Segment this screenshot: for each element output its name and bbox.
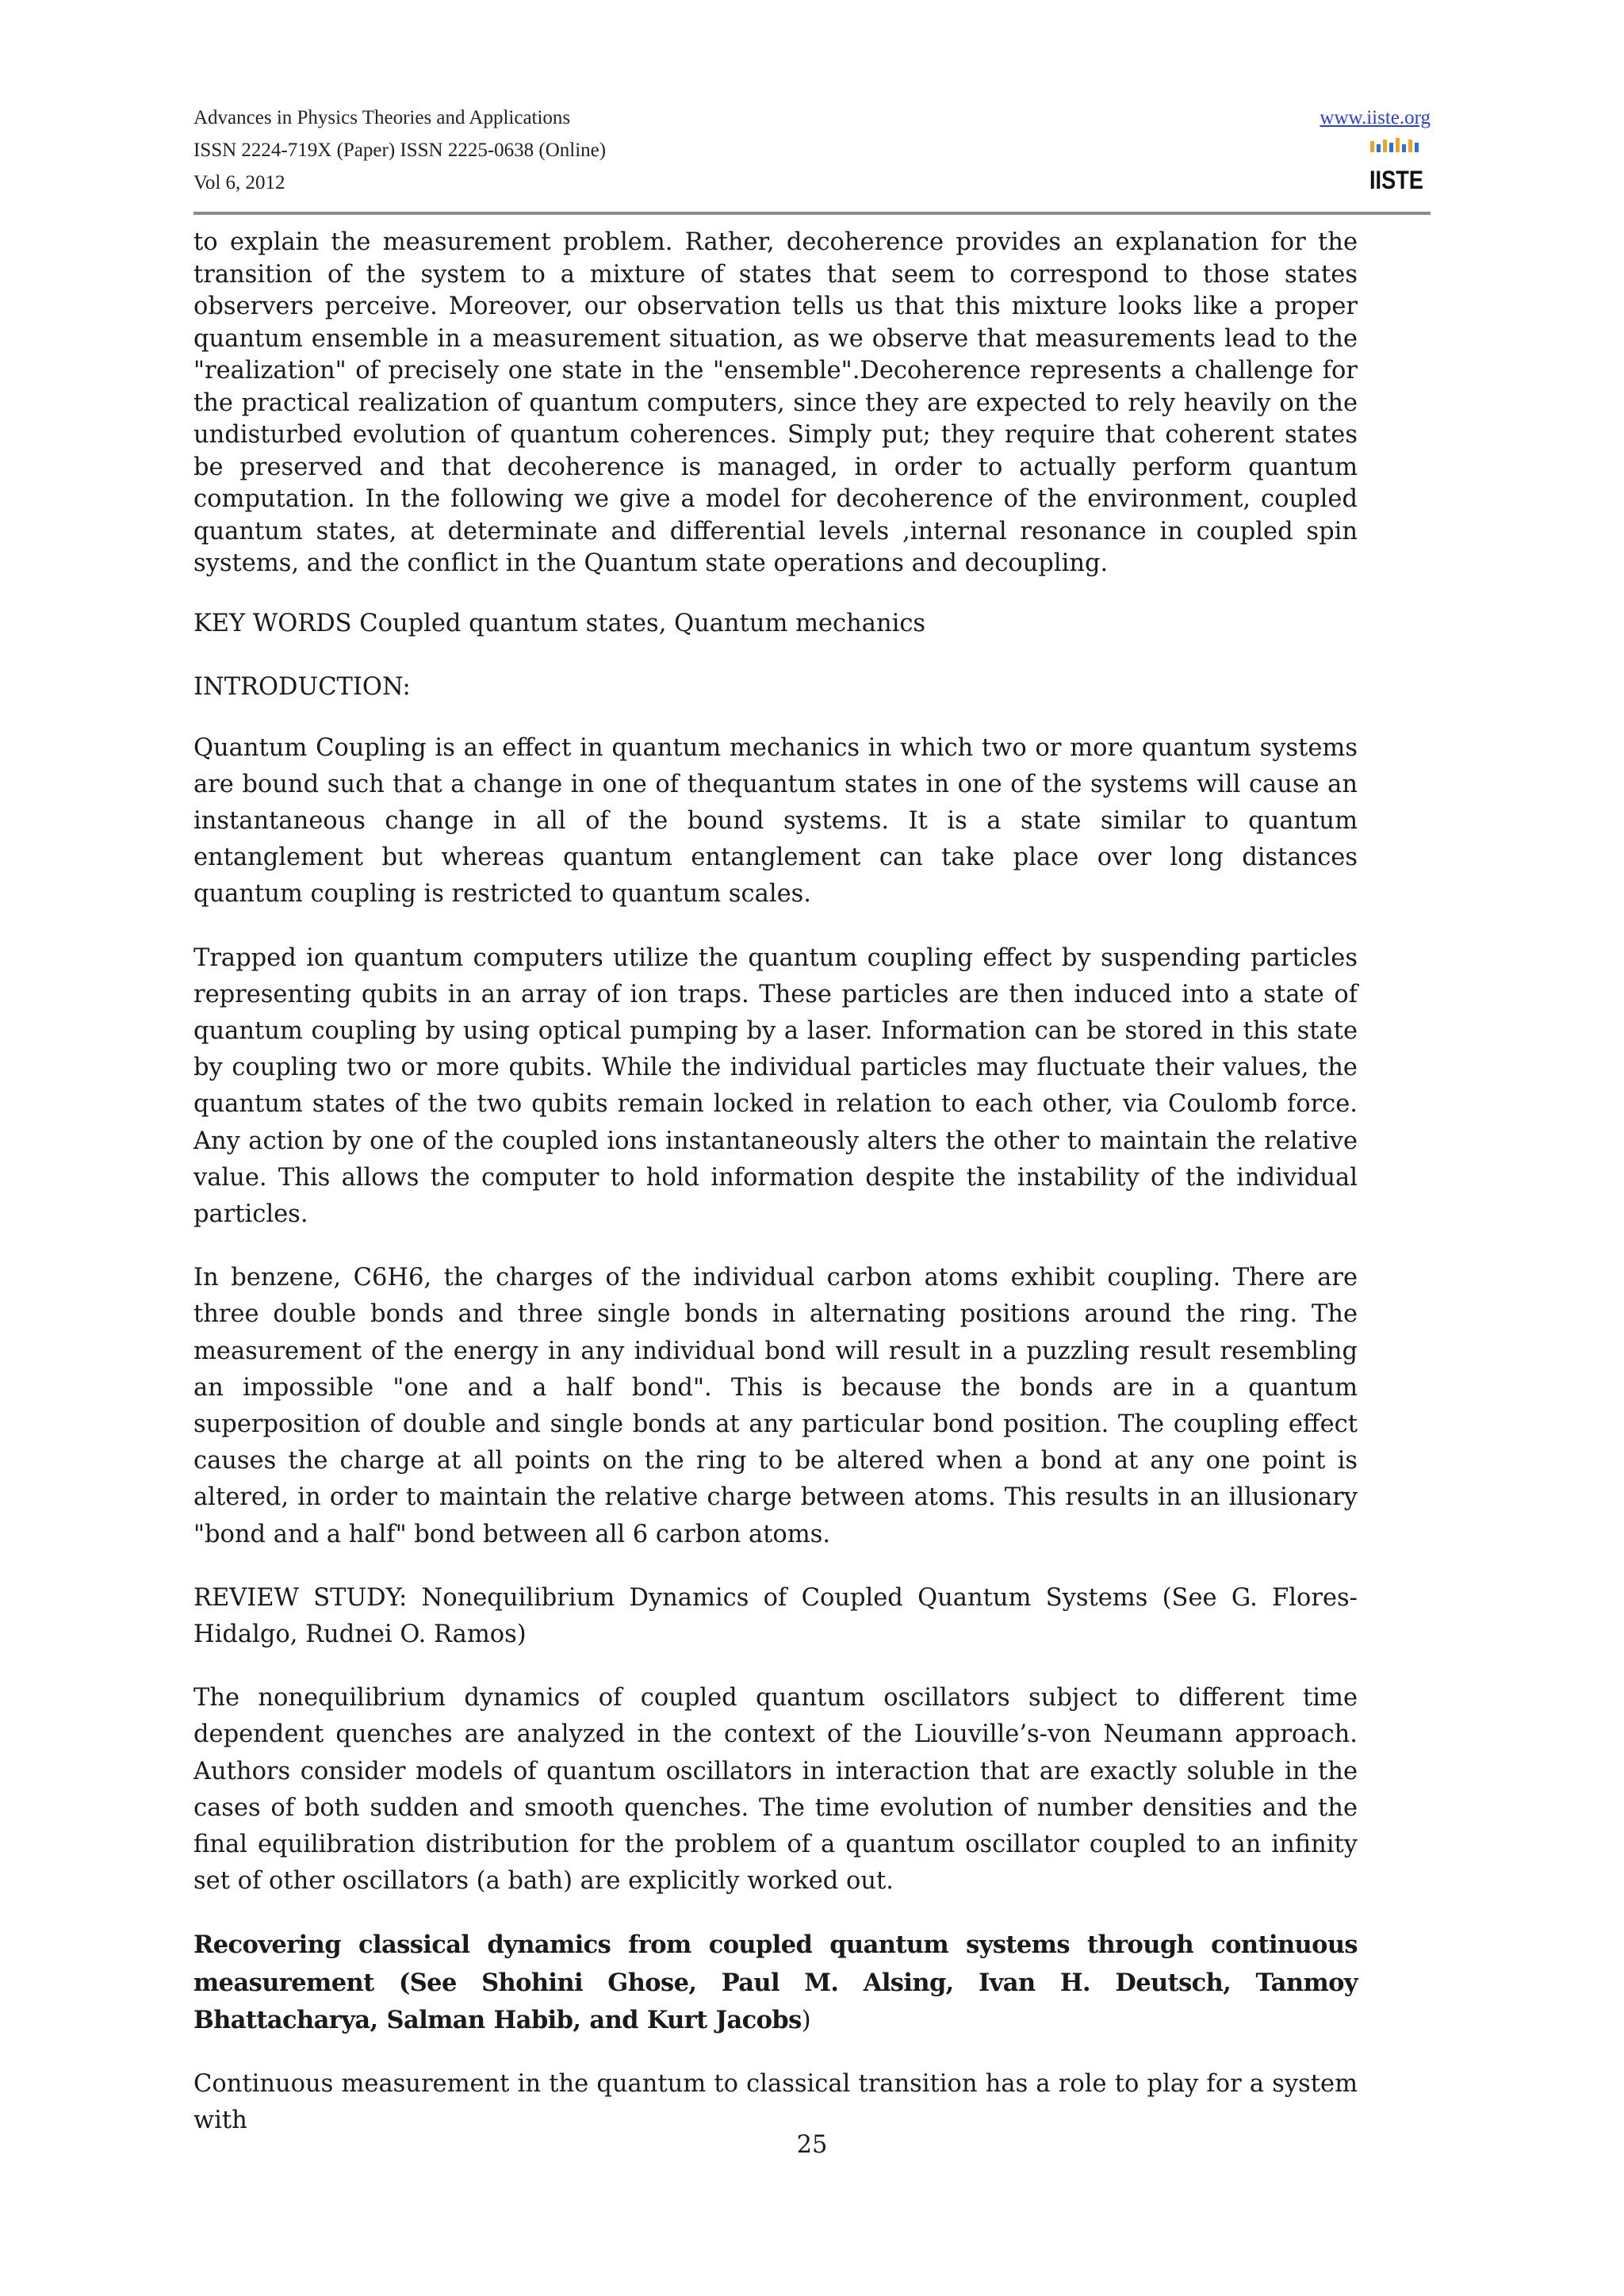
paragraph-decoherence: to explain the measurement problem. Rather, decoherence provides an explanation for the transition of the system to a mixture of states that seem to correspond to those states observers perceive. Moreover, our observation tells us that this mixture looks like a proper quantum ensemble in a measurement situation, as we observe that measurements lead to the "realization" of precisely one state in the "ensemble".Decoherence represents a challenge for the practical realization of quantum computers, since they are expected to rely heavily on the undisturbed evolution of quantum coherences. Simply put; they require that coherent states be preserved and that decoherence is managed, in order to actually perform quantum computation. In the following we give a model for decoherence of the environment, coupled quantum states, at determinate and differential levels ,internal resonance in coupled spin systems, and the conflict in the Quantum state operations and decoupling.	[193, 228, 1358, 577]
main-content	[193, 227, 1358, 2139]
page-number: 25	[796, 2131, 828, 2159]
journal-header	[193, 101, 1431, 212]
iiste-logo	[1369, 136, 1424, 193]
paragraph-trapped-ion: Trapped ion quantum computers utilize the quantum coupling effect by suspending particles representing qubits in an array of ion traps. These particles are then induced into a state of quantum coupling by using optical pumping by a laser. Information can be stored in this state by coupling two or more qubits. While the individual particles may fluctuate their values, the quantum states of the two qubits remain locked in relation to each other, via Coulomb force. Any action by one of the coupled ions instantaneously alters the other to maintain the relative value. This allows the computer to hold information despite the instability of the individual particles.	[193, 943, 1358, 1228]
review-study-heading: REVIEW STUDY: Nonequilibrium Dynamics of Coupled Quantum Systems (See G. Flores-Hidalgo, Rudnei O. Ramos)	[193, 1583, 1358, 1648]
issn-line: ISSN 2224-719X (Paper) ISSN 2225-0638 (Online)	[193, 140, 607, 161]
introduction-heading: INTRODUCTION:	[193, 673, 411, 701]
logo-text: IISTE	[1369, 166, 1423, 194]
keywords-line: KEY WORDS Coupled quantum states, Quantum mechanics	[193, 609, 926, 637]
paragraph-benzene: In benzene, C6H6, the charges of the individual carbon atoms exhibit coupling. There are three double bonds and three single bonds in alternating positions around the ring. The measurement of the energy in any individual bond will result in a puzzling result resembling an impossible "one and a half bond". This is because the bonds are in a quantum superposition of double and single bonds at any particular bond position. The coupling effect causes the charge at all points on the ring to be altered when a bond at any one point is altered, in order to maintain the relative charge between atoms. This results in an illusionary "bond and a half" bond between all 6 carbon atoms.	[193, 1264, 1358, 1548]
section-heading-recovering	[193, 1927, 1358, 2039]
journal-title: Advances in Physics Theories and Applications	[193, 107, 571, 128]
paragraph-continuous-measurement: Continuous measurement in the quantum to classical transition has a role to play for a system with	[193, 2070, 1358, 2135]
paragraph-nonequilibrium: The nonequilibrium dynamics of coupled quantum oscillators subject to different time dependent quenches are analyzed in the context of the Liouville’s-von Neumann approach. Authors consider models of quantum oscillators in interaction that are exactly soluble in the cases of both sudden and smooth quenches. The time evolution of number densities and the final equilibration distribution for the problem of a quantum oscillator coupled to an infinity set of other oscillators (a bath) are explicitly worked out.	[193, 1684, 1358, 1896]
header-rule	[193, 212, 1431, 215]
volume-line: Vol 6, 2012	[193, 172, 285, 193]
section-heading-tail: )	[801, 2006, 811, 2034]
website-link[interactable]: www.iiste.org	[1320, 107, 1431, 128]
paragraph-quantum-coupling: Quantum Coupling is an effect in quantum mechanics in which two or more quantum systems are bound such that a change in one of thequantum states in one of the systems will cause an instantaneous change in all of the bound systems. It is a state similar to quantum entanglement but whereas quantum entanglement can take place over long distances quantum coupling is restricted to quantum scales.	[193, 733, 1358, 909]
section-heading-bold: Recovering classical dynamics from coupled quantum systems through continuous measurement (See Shohini Ghose, Paul M. Alsing, Ivan H. Deutsch, Tanmoy Bhattacharya, Salman Habib, and Kurt Jacobs	[193, 1931, 1358, 2034]
